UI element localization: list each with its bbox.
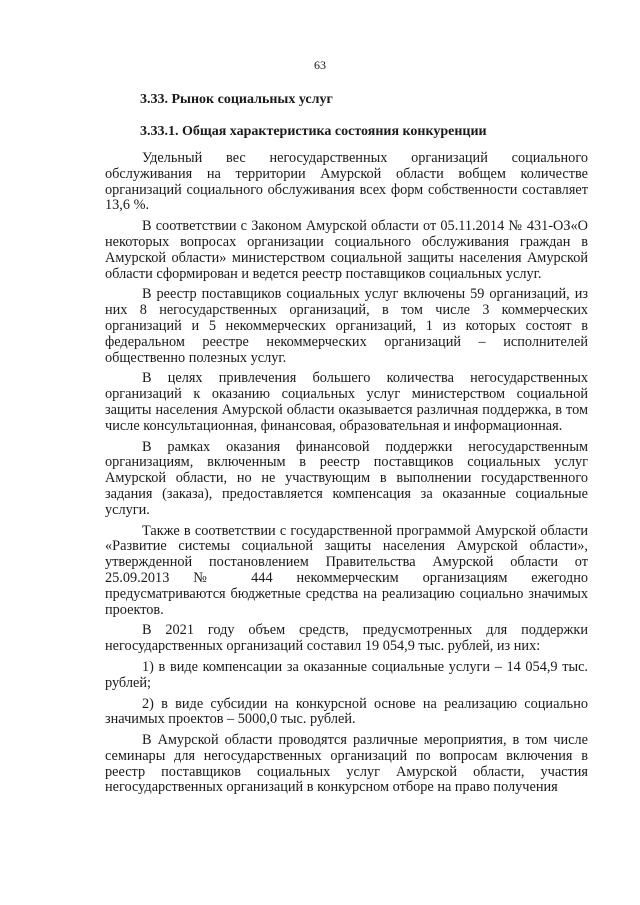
paragraph: В целях привлечения большего количества негосударственных организаций к оказанию социальных услуг министерством социальной защиты населения Амурской области оказывается различная поддержка, в том числе консультационная, финансовая, образовательная и информационная. — [105, 370, 588, 434]
paragraph: Удельный вес негосударственных организаций социального обслуживания на территории Амурской области вобщем количестве организаций социального обслуживания всех форм собственности составляет 13,6 %. — [105, 150, 588, 214]
paragraph: В 2021 году объем средств, предусмотренных для поддержки негосударственных организаций составил 19 054,9 тыс. рублей, из них: — [105, 622, 588, 655]
paragraph: Также в соответствии с государственной программой Амурской области «Развитие системы социальной защиты населения Амурской области», утвержденной постановлением Правительства Амурской области от 25.09.2013 № 444 некоммерческим организациям ежегодно предусматриваются бюджетные средства на реализацию социально значимых проектов. — [105, 522, 588, 618]
paragraph: В реестр поставщиков социальных услуг включены 59 организаций, из них 8 негосударственных организаций, в том числе 3 коммерческих организаций и 5 некоммерческих организаций, 1 из которых состоят в федеральном реестре некоммерческих организаций – исполнителей общественно полезных услуг. — [105, 286, 588, 366]
paragraph: В соответствии с Законом Амурской области от 05.11.2014 № 431-ОЗ«О некоторых вопросах организации социального обслуживания граждан в Амурской области» министерством социальной защиты населения Амурской области сформирован и ведется реестр поставщиков социальных услуг. — [105, 218, 588, 282]
body-text — [105, 151, 588, 801]
section-heading: 3.33. Рынок социальных услуг — [140, 92, 333, 107]
paragraph: 1) в виде компенсации за оказанные социальные услуги – 14 054,9 тыс. рублей; — [105, 658, 588, 691]
subsection-heading: 3.33.1. Общая характеристика состояния конкуренции — [140, 124, 487, 139]
paragraph: В рамках оказания финансовой поддержки негосударственным организациям, включенным в реестр поставщиков социальных услуг Амурской области, но не участвующим в выполнении государственного задания (заказа), предоставляется компенсация за оказанные социальные услуги. — [105, 438, 588, 518]
paragraph: В Амурской области проводятся различные мероприятия, в том числе семинары для негосударственных организаций по вопросам включения в реестр поставщиков социальных услуг Амурской области, участия негосударственных организаций в конкурсном отборе на право получения — [105, 732, 588, 796]
paragraph: 2) в виде субсидии на конкурсной основе на реализацию социально значимых проектов – 5000,0 тыс. рублей. — [105, 695, 588, 728]
page-number: 63 — [314, 58, 326, 72]
